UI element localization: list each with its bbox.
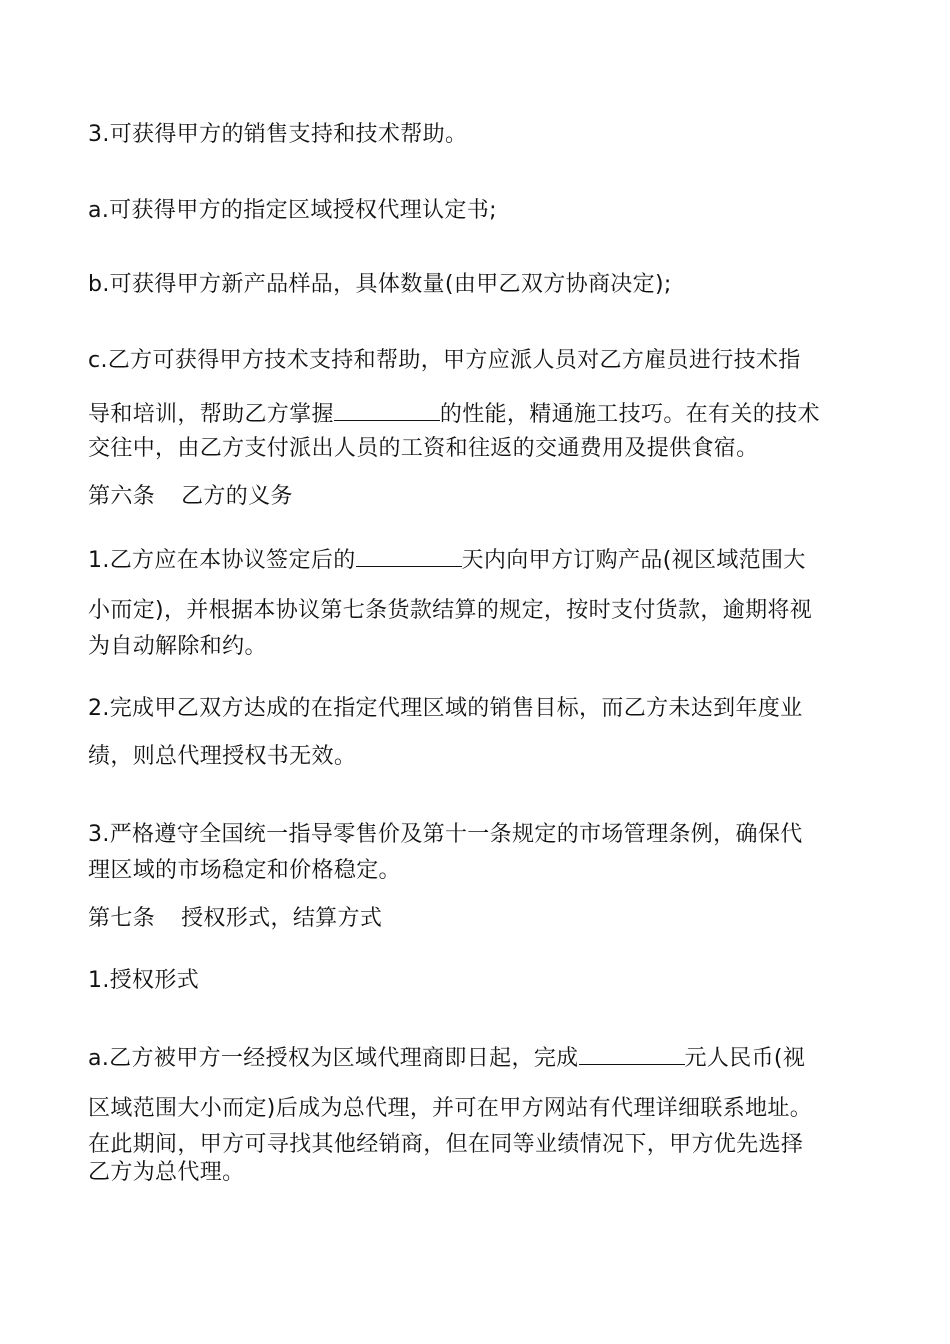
clause-6-item-1-line-2 <box>88 596 878 626</box>
clause-5-item-3c-line-1 <box>88 346 878 376</box>
text: a.乙方被甲方一经授权为区域代理商即日起，完成 <box>88 1046 579 1071</box>
fill-in-blank-product[interactable] <box>334 398 440 421</box>
text: 交往中，由乙方支付派出人员的工资和往返的交通费用及提供食宿。 <box>88 436 759 461</box>
text: 绩，则总代理授权书无效。 <box>88 744 357 769</box>
clause-number: 第七条 <box>88 906 156 931</box>
text: 为自动解除和约。 <box>88 634 267 659</box>
clause-7-heading <box>88 904 878 934</box>
clause-7-item-1a-line-3 <box>88 1130 878 1160</box>
clause-7-item-1 <box>88 966 878 996</box>
clause-5-item-3c-line-2 <box>88 398 878 430</box>
clause-5-item-3b <box>88 270 878 300</box>
clause-5-item-3c-line-3 <box>88 434 878 464</box>
text: 1.授权形式 <box>88 968 200 993</box>
text: a.可获得甲方的指定区域授权代理认定书; <box>88 198 497 223</box>
text: 3.严格遵守全国统一指导零售价及第十一条规定的市场管理条例，确保代 <box>88 822 803 847</box>
text: 导和培训，帮助乙方掌握 <box>88 402 334 427</box>
clause-7-item-1a-line-2 <box>88 1094 878 1124</box>
clause-title: 乙方的义务 <box>181 484 293 509</box>
text: 3.可获得甲方的销售支持和技术帮助。 <box>88 122 468 147</box>
clause-6-item-3-line-1 <box>88 820 878 850</box>
clause-title: 授权形式，结算方式 <box>181 906 383 931</box>
clause-6-item-1-line-3 <box>88 632 878 662</box>
clause-7-item-1a-line-4 <box>88 1158 878 1188</box>
text: 的性能，精通施工技巧。在有关的技术 <box>439 402 820 427</box>
clause-6-item-1-line-1 <box>88 544 878 576</box>
text: c.乙方可获得甲方技术支持和帮助，甲方应派人员对乙方雇员进行技术指 <box>88 348 801 373</box>
clause-6-item-2-line-2 <box>88 742 878 772</box>
text: 区域范围大小而定)后成为总代理，并可在甲方网站有代理详细联系地址。 <box>88 1096 813 1121</box>
clause-5-item-3 <box>88 120 878 150</box>
clause-number: 第六条 <box>88 484 156 509</box>
text: b.可获得甲方新产品样品，具体数量(由甲乙双方协商决定); <box>88 272 672 297</box>
clause-6-heading <box>88 482 878 512</box>
text: 在此期间，甲方可寻找其他经销商，但在同等业绩情况下，甲方优先选择 <box>88 1132 804 1157</box>
text: 1.乙方应在本协议签定后的 <box>88 548 356 573</box>
text: 2.完成甲乙双方达成的在指定代理区域的销售目标，而乙方未达到年度业 <box>88 696 803 721</box>
text: 天内向甲方订购产品(视区域范围大 <box>461 548 806 573</box>
fill-in-blank-days[interactable] <box>356 544 462 567</box>
text: 理区域的市场稳定和价格稳定。 <box>88 858 401 883</box>
text: 元人民币(视 <box>684 1046 806 1071</box>
text: 乙方为总代理。 <box>88 1160 245 1185</box>
clause-6-item-2-line-1 <box>88 694 878 724</box>
clause-6-item-3-line-2 <box>88 856 878 886</box>
clause-7-item-1a-line-1 <box>88 1042 878 1074</box>
clause-5-item-3a <box>88 196 878 226</box>
text: 小而定)，并根据本协议第七条货款结算的规定，按时支付货款，逾期将视 <box>88 598 813 623</box>
fill-in-blank-amount[interactable] <box>579 1042 685 1065</box>
